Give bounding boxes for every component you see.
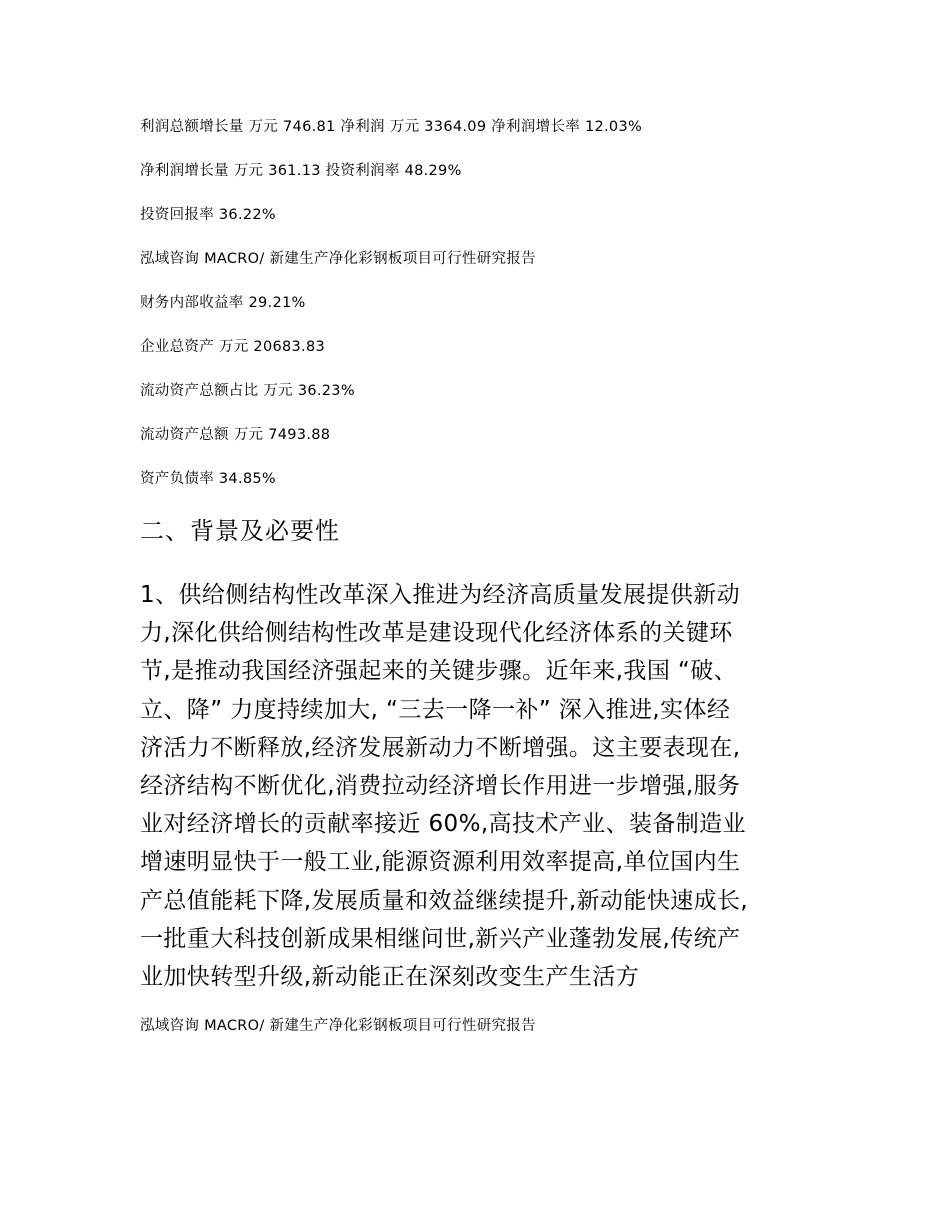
metric-line-total-assets: 企业总资产 万元 20683.83	[140, 339, 326, 355]
paragraph-line: 立、降” 力度持续加大, “三去一降一补” 深入推进,实体经	[140, 696, 731, 723]
section-heading: 二、背景及必要性	[140, 517, 340, 545]
paragraph-line: 经济结构不断优化,消费拉动经济增长作用进一步增强,服务	[140, 773, 741, 800]
paragraph-line: 济活力不断释放,经济发展新动力不断增强。这主要表现在,	[140, 734, 741, 761]
page-running-header: 泓域咨询 MACRO/ 新建生产净化彩钢板项目可行性研究报告	[140, 251, 536, 267]
paragraph-line: 力,深化供给侧结构性改革是建设现代化经济体系的关键环	[140, 620, 733, 647]
metric-line-net-profit-growth: 净利润增长量 万元 361.13 投资利润率 48.29%	[140, 163, 462, 179]
paragraph-line: 业加快转型升级,新动能正在深刻改变生产生活方	[140, 964, 640, 991]
paragraph-line: 节,是推动我国经济强起来的关键步骤。近年来,我国 “破、	[140, 658, 738, 685]
metric-line-current-assets: 流动资产总额 万元 7493.88	[140, 427, 331, 443]
paragraph-line: 产总值能耗下降,发展质量和效益继续提升,新动能快速成长,	[140, 887, 749, 914]
metric-line-debt-ratio: 资产负债率 34.85%	[140, 471, 276, 487]
paragraph-line: 增速明显快于一般工业,能源资源利用效率提高,单位国内生	[140, 849, 741, 876]
paragraph-line: 一批重大科技创新成果相继问世,新兴产业蓬勃发展,传统产	[140, 925, 741, 952]
body-paragraph	[140, 576, 830, 996]
metric-line-current-assets-ratio: 流动资产总额占比 万元 36.23%	[140, 383, 355, 399]
paragraph-line: 业对经济增长的贡献率接近 60%,高技术产业、装备制造业	[140, 811, 746, 838]
paragraph-line: 1、供给侧结构性改革深入推进为经济高质量发展提供新动	[140, 582, 741, 608]
metric-line-profit-growth: 利润总额增长量 万元 746.81 净利润 万元 3364.09 净利润增长率 12.03%	[140, 119, 643, 135]
metric-line-irr: 财务内部收益率 29.21%	[140, 295, 306, 311]
metric-line-roi: 投资回报率 36.22%	[140, 207, 276, 223]
page-running-header-footer: 泓域咨询 MACRO/ 新建生产净化彩钢板项目可行性研究报告	[140, 1018, 536, 1034]
